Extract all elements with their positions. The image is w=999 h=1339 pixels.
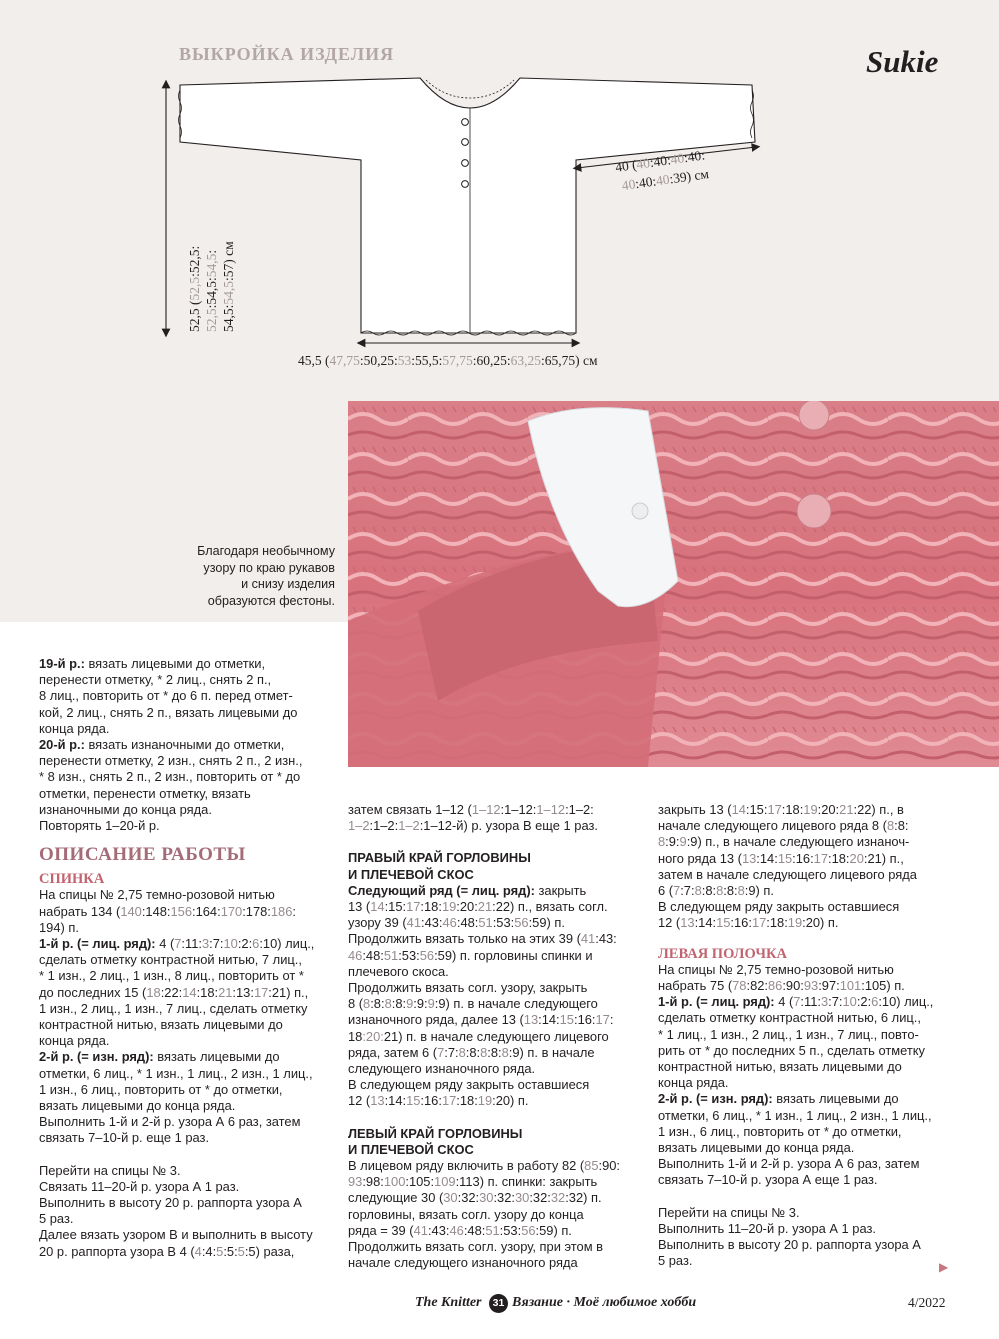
button-2	[462, 139, 469, 146]
issue-date: 4/2022	[908, 1295, 946, 1310]
photo-caption: Благодаря необычному узору по краю рукавов и снизу изделия образуются фестоны.	[197, 544, 335, 608]
right-neckline-heading: ПРАВЫЙ КРАЙ ГОРЛОВИНЫ	[348, 850, 531, 866]
knitwear-photo	[348, 401, 999, 767]
page-footer	[0, 1295, 999, 1315]
neckline-rib	[426, 80, 514, 98]
garment-outline	[180, 78, 755, 333]
shirt-button	[632, 503, 648, 519]
button-3	[462, 160, 469, 167]
cardigan-schematic	[0, 0, 999, 400]
width-measurement: 45,5 (47,75:50,25:53:55,5:57,75:60,25:63,25:65,75) см	[298, 353, 598, 368]
height-measurement: 52,5 (52,5:52,5: 52,5:54,5:54,5: 54,5:54,5:57) см	[187, 241, 236, 332]
schematic-title: ВЫКРОЙКА ИЗДЕЛИЯ	[179, 44, 395, 64]
left-neckline-heading: ЛЕВЫЙ КРАЙ ГОРЛОВИНЫ	[348, 1125, 523, 1141]
footer-title: Вязание · Моё любимое хобби	[512, 1295, 697, 1310]
continue-arrow-icon: ▶	[939, 1260, 949, 1274]
pattern-rows-19-20: 19-й р.: вязать лицевыми до отметки, перенести отметку, * 2 лиц., снять 2 п., 8 лиц., повторить от * до 6 п. перед отмет- кой, 2 лиц., снять 2 п., вязать лицевыми до конца ряда. 20-й р.: вязать изнаночными до отметки, перенести отметку, 2 изн., снять 2 п., 2 изн., * 8 изн., снять 2 п., 2 изн., повторить от * до отметки, перенести отметку, вязать изнаночными до конца ряда. Повторять 1–20-й р.	[39, 656, 303, 834]
page-number: 31	[489, 1294, 508, 1313]
left-front-heading: ЛЕВАЯ ПОЛОЧКА	[658, 945, 787, 962]
footer-brand: The Knitter	[415, 1295, 482, 1310]
cardigan-button-2	[797, 494, 831, 528]
back-heading: СПИНКА	[39, 871, 105, 888]
column-1: ОПИСАНИЕ РАБОТЫ СПИНКА На спицы № 2,75 темно-розовой нитью набрать 134 (140:148:156:164:170:178:186: 194) п. 1-й р. (= лиц. ряд): 4 (7:11:3:7:10:2:6:10) лиц., сделать отметку контрастной нитью, 7 лиц., * 1 изн., 2 лиц., 1 изн., 8 лиц., повторить от * до последних 15 (18:22:14:18:21:13:17:21) п., 1 изн., 2 лиц., 1 изн., 7 лиц., сделать отметку контрастной нитью, вязать лицевыми до конца ряда. 2-й р. (= изн. ряд): вязать лицевыми до отметки, 6 лиц., * 1 изн., 1 лиц., 2 изн., 1 лиц., 1 изн., 6 лиц., повторить от * до отметки, вязать лицевыми до конца ряда. Выполнить 1-й и 2-й р. узора А 6 раз, затем связать 7–10-й р. еще 1 раз. Перейти на спицы № 3. Связать 11–20-й р. узора А 1 раз. Выполнить в высоту 20 р. раппорта узора А 5 раз. Далее вязать узором В и выполнить в высоту 20 р. раппорта узора В 4 (4:4:5:5:5:5) раза,	[39, 847, 339, 1260]
button-4	[462, 181, 469, 188]
column-3: закрыть 13 (14:15:17:18:19:20:21:22) п., в начале следующего лицевого ряда 8 (8:8: 8:9:9:9) п., в начале следующего изнаноч- ного ряда 13 (13:14:15:16:17:18:20:21) п., затем в начале следующего лицевого ряда 6 (7:7:8:8:8:8:8:9) п. В следующем ряду закрыть оставшиеся 12 (13:14:15:16:17:18:19:20) п. ЛЕВАЯ ПОЛОЧКА На спицы № 2,75 темно-розовой нитью набрать 75 (78:82:86:90:93:97:101:105) п. 1-й р. (= лиц. ряд): 4 (7:11:3:7:10:2:6:10) лиц., сделать отметку контрастной нитью, 6 лиц., * 1 лиц., 1 изн., 2 лиц., 1 изн., 7 лиц., повто- рить от * до последних 5 п., сделать отметку контрастной нитью, вязать лицевыми до конца ряда. 2-й р. (= изн. ряд): вязать лицевыми до отметки, 6 лиц., * 1 изн., 1 лиц., 2 изн., 1 лиц., 1 изн., 6 лиц., повторить от * до отметки, вязать лицевыми до конца ряда. Выполнить 1-й и 2-й р. узора А 6 раз, затем связать 7–10-й р. узора А еще 1 раз. Перейти на спицы № 3. Выполнить 11–20-й р. узора А 1 раз. Выполнить в высоту 20 р. раппорта узора А 5 раз.	[658, 802, 958, 1269]
button-1	[462, 119, 469, 126]
column-2: затем связать 1–12 (1–12:1–12:1–12:1–2: 1–2:1–2:1–2:1–12-й) р. узора В еще 1 раз. ПРАВЫЙ КРАЙ ГОРЛОВИНЫ И ПЛЕЧЕВОЙ СКОС Следующий ряд (= лиц. ряд): закрыть 13 (14:15:17:18:19:20:21:22) п., вязать согл. узору 39 (41:43:46:48:51:53:56:59) п. Продолжить вязать только на этих 39 (41:43: 46:48:51:53:56:59) п. горловины спинки и плечевого скоса. Продолжить вязать согл. узору, закрыть 8 (8:8:8:8:9:9:9:9) п. в начале следующего изнаночного ряда, далее 13 (13:14:15:16:17: 18:20:21) п. в начале следующего лицевого ряда, затем 6 (7:7:8:8:8:8:8:9) п. в начале следующего изнаночного ряда. В следующем ряду закрыть оставшиеся 12 (13:14:15:16:17:18:19:20) п. ЛЕВЫЙ КРАЙ ГОРЛОВИНЫ И ПЛЕЧЕВОЙ СКОС В лицевом ряду включить в работу 82 (85:90: 93:98:100:105:109:113) п. спинки: закрыть следующие 30 (30:32:30:32:30:32:32:32) п. горловины, вязать согл. узору до конца ряда = 39 (41:43:46:48:51:53:56:59) п. Продолжить вязать согл. узору, при этом в начале следующего изнаночного ряда	[348, 802, 648, 1271]
design-name: Sukie	[866, 44, 939, 79]
work-description-heading: ОПИСАНИЕ РАБОТЫ	[39, 844, 246, 865]
sleeve-measurement: 40 (40:40:40:40: 40:40:40:39) см	[614, 147, 710, 194]
cardigan-button-1	[799, 401, 829, 430]
